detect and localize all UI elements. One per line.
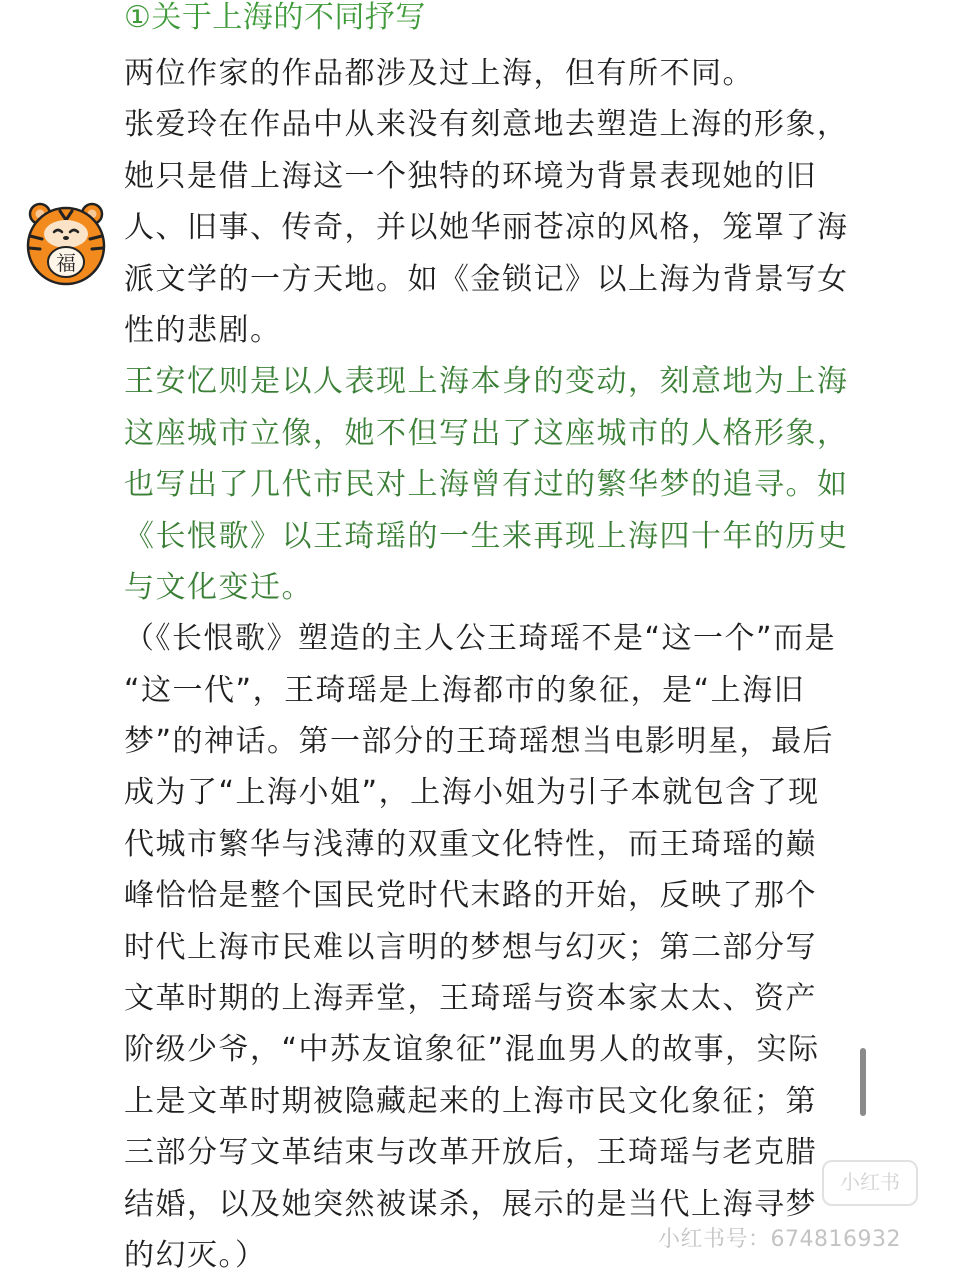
article-body — [124, 48, 849, 1281]
text-line: 时代上海市民难以言明的梦想与幻灭；第二部分写 — [124, 929, 817, 965]
watermark-id: 小红书号：674816932 — [658, 1227, 901, 1252]
text-line: 派文学的一方天地。如《金锁记》以上海为背景写女 — [124, 261, 849, 297]
highlight-line: 王安忆则是以人表现上海本身的变动，刻意地为上海 — [124, 364, 849, 400]
text-line: 的幻灭。） — [124, 1237, 267, 1273]
section-heading: ①关于上海的不同抒写 — [124, 0, 426, 35]
highlight-line: 与文化变迁。 — [124, 569, 313, 605]
text-line: 阶级少爷，“中苏友谊象征”混血男人的故事，实际 — [124, 1032, 820, 1068]
text-line: 代城市繁华与浅薄的双重文化特性，而王琦瑶的巅 — [124, 826, 817, 862]
text-line: 两位作家的作品都涉及过上海，但有所不同。 — [124, 56, 754, 91]
text-line: 成为了“上海小姐”，上海小姐为引子本就包含了现 — [124, 775, 820, 811]
watermark-logo: 小红书 — [822, 1160, 918, 1206]
tiger-fu-sticker-icon — [20, 196, 112, 288]
text-line: 结婚，以及她突然被谋杀，展示的是当代上海寻梦 — [124, 1186, 817, 1222]
fu-character: 福 — [56, 251, 76, 275]
text-line: 峰恰恰是整个国民党时代末路的开始，反映了那个 — [124, 878, 817, 914]
text-line: 性的悲剧。 — [124, 312, 282, 348]
text-line: 张爱玲在作品中从来没有刻意地去塑造上海的形象， — [124, 107, 849, 143]
text-line: 梦”的神话。第一部分的王琦瑶想当电影明星，最后 — [124, 724, 835, 760]
text-line: 她只是借上海这一个独特的环境为背景表现她的旧 — [124, 158, 817, 194]
intro-paragraph — [124, 48, 849, 356]
parenthetical-paragraph — [124, 613, 844, 1281]
text-line: “这一代”，王琦瑶是上海都市的象征，是“上海旧 — [124, 672, 806, 708]
text-line: 文革时期的上海弄堂，王琦瑶与资本家太太、资产 — [124, 981, 817, 1017]
text-line: 三部分写文革结束与改革开放后，王琦瑶与老克腊 — [124, 1135, 817, 1171]
highlight-paragraph — [124, 356, 849, 613]
scrollbar-thumb[interactable] — [860, 1048, 866, 1116]
text-line: （《长恨歌》塑造的主人公王琦瑶不是“这一个”而是 — [124, 621, 837, 657]
text-line: 人、旧事、传奇，并以她华丽苍凉的风格，笼罩了海 — [124, 210, 849, 246]
text-line: 上是文革时期被隐藏起来的上海市民文化象征；第 — [124, 1083, 817, 1119]
highlight-line: 这座城市立像，她不但写出了这座城市的人格形象， — [124, 415, 849, 451]
highlight-line: 《长恨歌》以王琦瑶的一生来再现上海四十年的历史 — [124, 518, 849, 554]
highlight-line: 也写出了几代市民对上海曾有过的繁华梦的追寻。如 — [124, 467, 849, 503]
